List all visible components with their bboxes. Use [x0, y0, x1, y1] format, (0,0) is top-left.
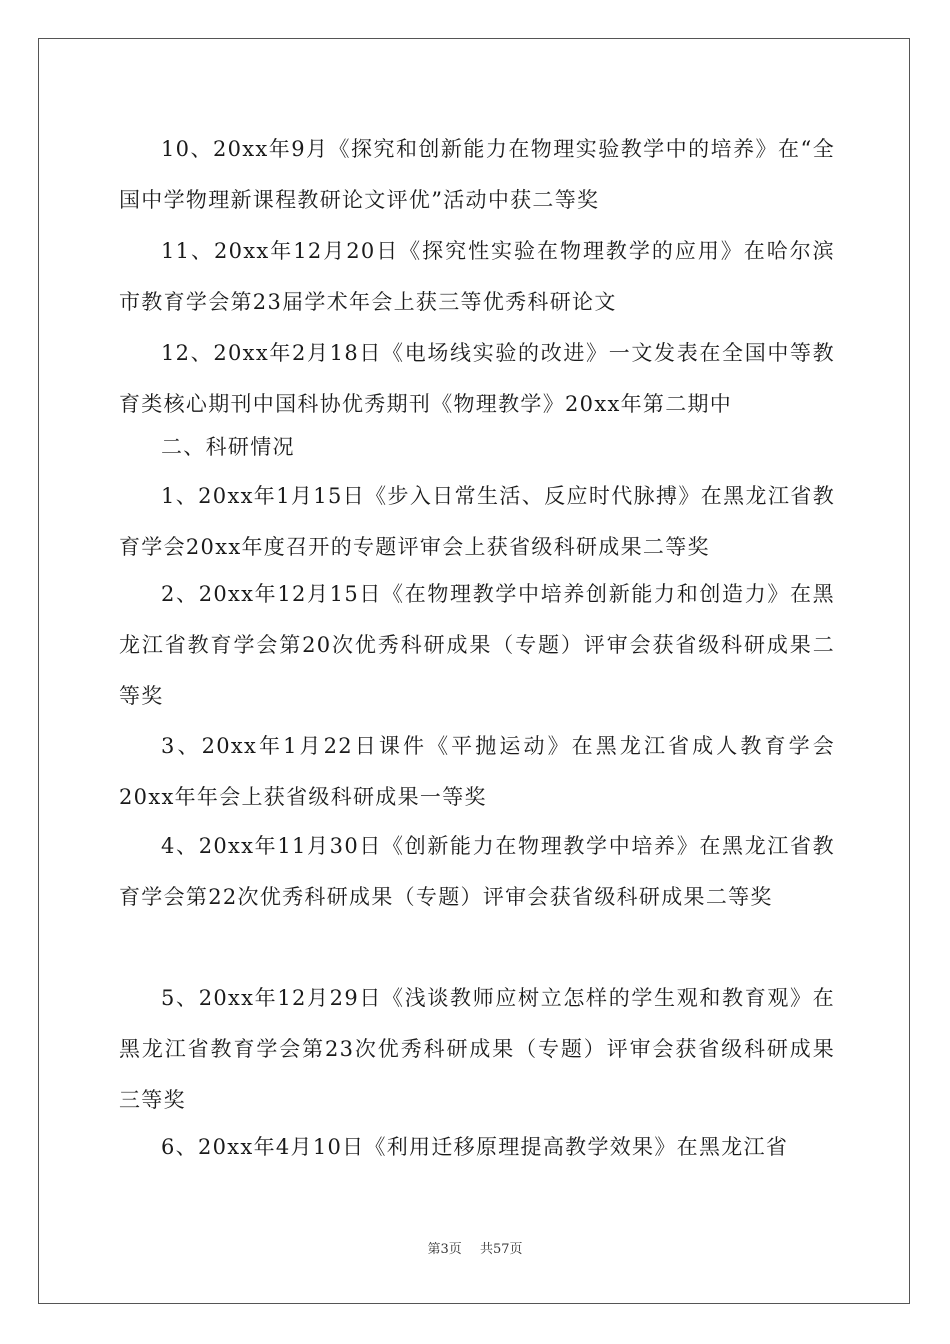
- paragraph-11: 11、20xx年12月20日《探究性实验在物理教学的应用》在哈尔滨市教育学会第23届学术年会上获三等优秀科研论文: [119, 239, 835, 314]
- research-item-3: 3、20xx年1月22日课件《平抛运动》在黑龙江省成人教育学会20xx年年会上获省级科研成果一等奖: [119, 734, 835, 809]
- research-item-5: 5、20xx年12月29日《浅谈教师应树立怎样的学生观和教育观》在黑龙江省教育学会第23次优秀科研成果（专题）评审会获省级科研成果三等奖: [119, 986, 835, 1112]
- research-item-6: 6、20xx年4月10日《利用迁移原理提高教学效果》在黑龙江省: [161, 1135, 789, 1159]
- research-item-1: 1、20xx年1月15日《步入日常生活、反应时代脉搏》在黑龙江省教育学会20xx年度召开的专题评审会上获省级科研成果二等奖: [119, 484, 835, 559]
- research-item-2: 2、20xx年12月15日《在物理教学中培养创新能力和创造力》在黑龙江省教育学会第20次优秀科研成果（专题）评审会获省级科研成果二等奖: [119, 582, 835, 708]
- page-number: 第3页: [427, 1242, 462, 1257]
- page-total: 共57页: [479, 1242, 523, 1257]
- section-heading-research: 二、科研情况: [161, 435, 295, 459]
- paragraph-12: 12、20xx年2月18日《电场线实验的改进》一文发表在全国中等教育类核心期刊中国科协优秀期刊《物理教学》20xx年第二期中: [119, 341, 835, 416]
- research-item-4: 4、20xx年11月30日《创新能力在物理教学中培养》在黑龙江省教育学会第22次优秀科研成果（专题）评审会获省级科研成果二等奖: [119, 834, 835, 909]
- paragraph-10: 10、20xx年9月《探究和创新能力在物理实验教学中的培养》在“全国中学物理新课程教研论文评优”活动中获二等奖: [119, 137, 835, 212]
- page-footer: [0, 1238, 950, 1257]
